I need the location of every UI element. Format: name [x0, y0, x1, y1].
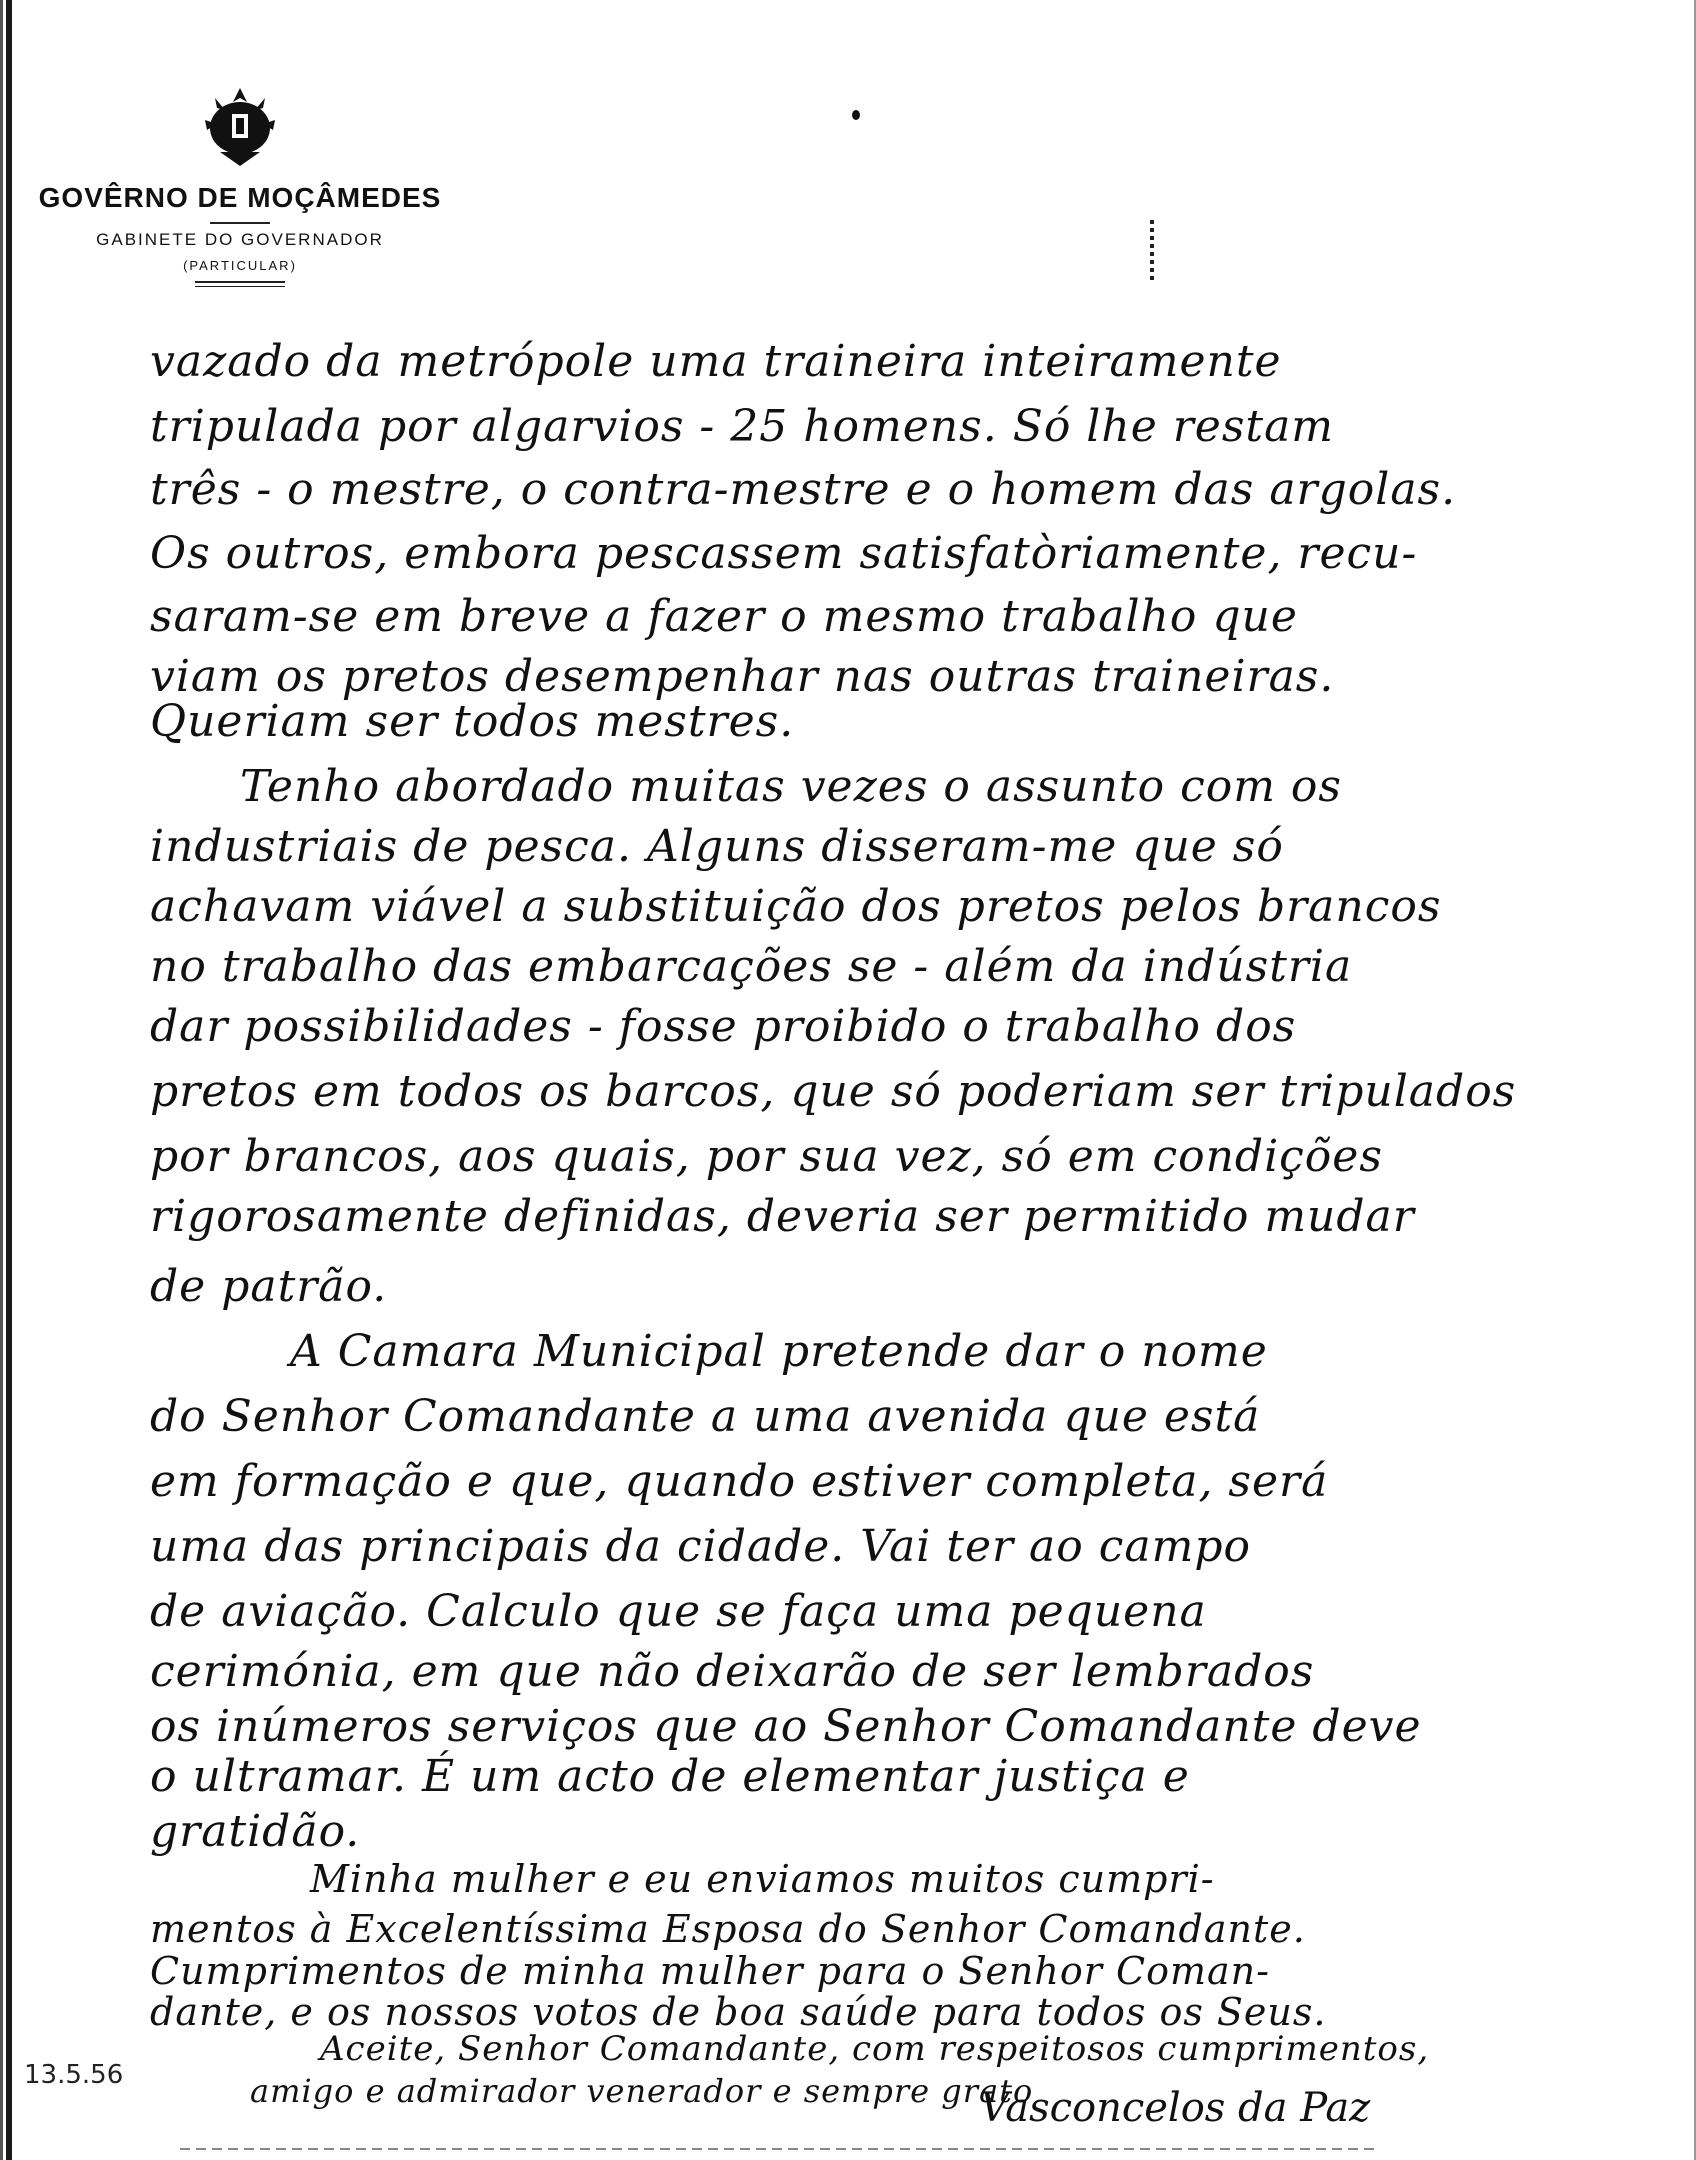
- body-line: dar possibilidades - fosse proibido o trabalho dos: [150, 1001, 1297, 1052]
- office-title: GABINETE DO GOVERNADOR: [96, 230, 384, 249]
- body-line: pretos em todos os barcos, que só poderiam ser tripulados: [150, 1066, 1517, 1117]
- body-line: mentos à Excelentíssima Esposa do Senhor Comandante.: [150, 1907, 1306, 1951]
- body-line: Os outros, embora pescassem satisfatòriamente, recu-: [150, 528, 1418, 579]
- body-line: o ultramar. É um acto de elementar justiça e: [150, 1751, 1190, 1802]
- body-line: no trabalho das embarcações se - além da indústria: [150, 941, 1353, 992]
- body-line: vazado da metrópole uma traineira inteiramente: [150, 336, 1282, 387]
- body-line: gratidão.: [150, 1806, 361, 1857]
- body-line: cerimónia, em que não deixarão de ser lembrados: [150, 1646, 1315, 1697]
- private-note: (PARTICULAR): [183, 258, 297, 273]
- scan-edge: [0, 0, 3, 2160]
- letterhead: [30, 80, 450, 287]
- body-line: tripulada por algarvios - 25 homens. Só lhe restam: [150, 401, 1335, 452]
- body-line: rigorosamente definidas, deveria ser permitido mudar: [150, 1191, 1415, 1242]
- date-mark: 13.5.56: [24, 2060, 124, 2090]
- signature: Vasconcelos da Paz: [980, 2085, 1371, 2131]
- ink-speck: [852, 110, 860, 120]
- divider: [210, 222, 270, 224]
- body-line: dante, e os nossos votos de boa saúde para todos os Seus.: [150, 1990, 1327, 2034]
- scan-bottom-rule: [180, 2148, 1380, 2150]
- body-line: de patrão.: [150, 1261, 388, 1312]
- body-line: Cumprimentos de minha mulher para o Senhor Coman-: [150, 1949, 1270, 1993]
- body-line: do Senhor Comandante a uma avenida que está: [150, 1391, 1261, 1442]
- body-line: uma das principais da cidade. Vai ter ao campo: [150, 1521, 1252, 1572]
- body-line: por brancos, aos quais, por sua vez, só em condições: [150, 1131, 1383, 1182]
- body-line: Tenho abordado muitas vezes o assunto com os: [240, 761, 1342, 812]
- body-line: em formação e que, quando estiver completa, será: [150, 1456, 1329, 1507]
- body-line: de aviação. Calculo que se faça uma pequena: [150, 1586, 1207, 1637]
- body-line: Aceite, Senhor Comandante, com respeitosos cumprimentos,: [320, 2029, 1430, 2069]
- scan-border: [6, 0, 12, 2160]
- body-line: três - o mestre, o contra-mestre e o homem das argolas.: [150, 464, 1457, 515]
- body-line: Minha mulher e eu enviamos muitos cumpri-: [310, 1857, 1215, 1901]
- government-title: GOVÊRNO DE MOÇÂMEDES: [38, 182, 442, 213]
- body-line: achavam viável a substituição dos pretos pelos brancos: [150, 881, 1442, 932]
- coat-of-arms-icon: [195, 80, 285, 170]
- body-line: os inúmeros serviços que ao Senhor Comandante deve: [150, 1701, 1422, 1752]
- double-divider: [195, 281, 285, 287]
- body-line: amigo e admirador venerador e sempre grato: [250, 2072, 1034, 2110]
- body-line: industriais de pesca. Alguns disseram-me que só: [150, 821, 1284, 872]
- body-line: A Camara Municipal pretende dar o nome: [290, 1326, 1268, 1377]
- body-line: Queriam ser todos mestres.: [150, 696, 795, 747]
- body-line: viam os pretos desempenhar nas outras traineiras.: [150, 651, 1335, 702]
- body-line: saram-se em breve a fazer o mesmo trabalho que: [150, 591, 1298, 642]
- margin-mark: [1150, 220, 1154, 280]
